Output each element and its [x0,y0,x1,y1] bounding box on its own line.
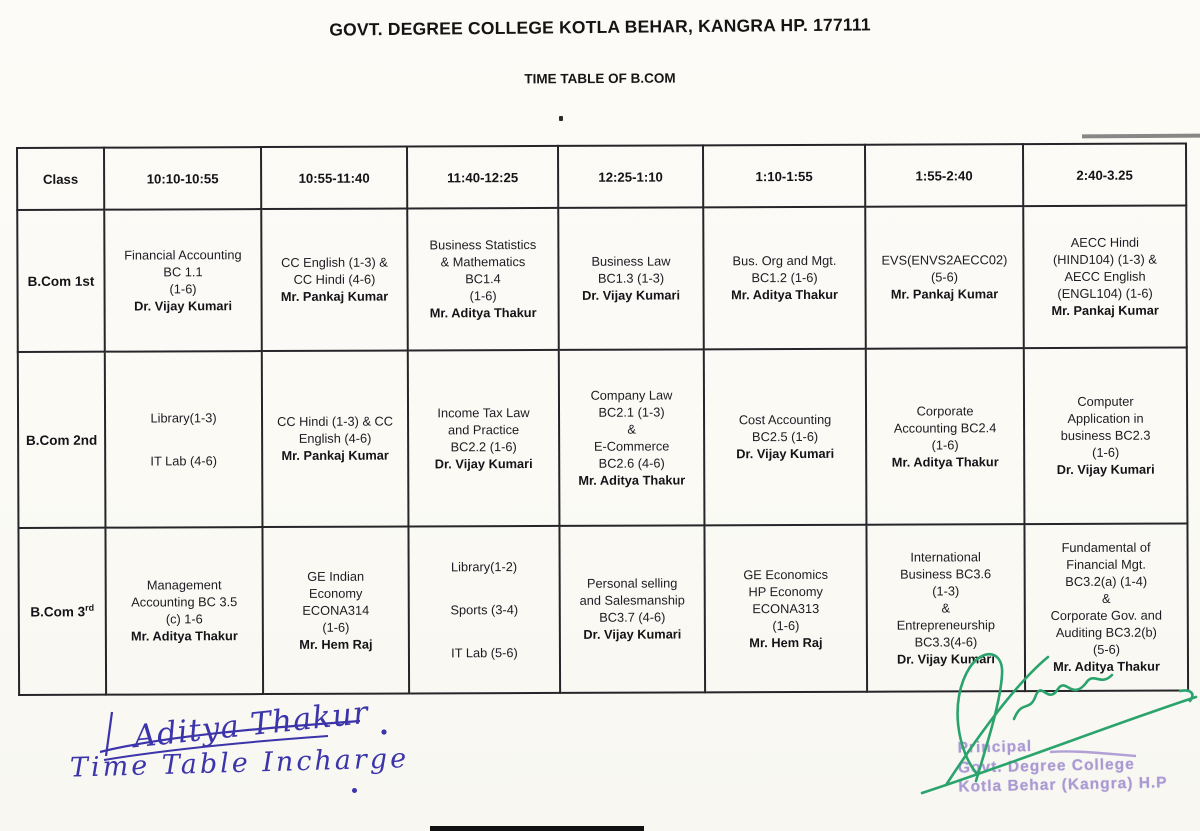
subject-line: AECC English [1064,269,1146,285]
subject-line: Company Law [590,387,673,403]
subject-line: Application in [1067,411,1144,427]
subject-line: Cost Accounting [738,412,832,428]
schedule-cell [558,207,704,350]
table-row [17,206,1187,352]
column-header-time: 10:55-11:40 [261,146,407,209]
subject-line: BC3.2(a) (1-4) [1065,574,1148,590]
subject-line: IT Lab (4-6) [150,453,218,469]
teacher-name: Mr. Pankaj Kumar [280,288,389,305]
subject-line: (HIND104) (1-3) & [1052,251,1157,268]
schedule-cell [261,208,408,351]
column-header-time: 1:10-1:55 [703,145,865,208]
teacher-name: Mr. Pankaj Kumar [890,286,999,303]
teacher-name: Mr. Aditya Thakur [731,287,839,303]
subject-line: & [941,600,951,616]
incharge-title: Time Table Incharge [69,743,410,784]
schedule-cell [407,208,559,351]
subject-line: (1-6) [1092,445,1120,461]
teacher-name: Dr. Vijay Kumari [736,446,835,462]
schedule-cell [703,207,866,350]
scan-artifact [430,826,644,831]
subject-line: (5-6) [930,269,959,285]
subject-line: EVS(ENVS2AECC02) [881,252,1008,269]
line-gap [110,426,257,453]
class-cell: B.Com 2nd [18,352,106,528]
column-header-time: 12:25-1:10 [558,145,703,208]
principal-signature [918,641,1200,805]
subject-line: International [910,549,981,565]
schedule-cell [104,209,262,352]
subject-line: Economy [309,585,363,601]
schedule-cell [105,527,263,695]
subject-line: IT Lab (5-6) [451,645,518,661]
subject-line: GE Economics [743,566,828,583]
subject-line: Computer [1077,394,1134,410]
subject-line: E-Commerce [593,438,670,454]
column-header-time: 1:55-2:40 [865,144,1023,207]
ink-dot [352,788,357,793]
teacher-name: Dr. Vijay Kumari [582,287,681,304]
subject-line: business BC2.3 [1060,428,1151,444]
stamp-line: Govt. Degree College [957,755,1135,777]
teacher-name: Mr. Aditya Thakur [578,472,686,488]
subject-line: BC2.2 (1-6) [450,438,517,455]
subject-line: Financial Accounting [124,246,242,263]
schedule-cell [704,525,867,693]
subject-line: (ENGL104) (1-6) [1057,286,1153,302]
column-header-class: Class [17,148,104,210]
column-header-time: 2:40-3.25 [1023,144,1186,207]
subject-line: Corporate Gov. and [1050,607,1163,624]
subject-line: (1-6) [931,437,959,453]
teacher-name: Mr. Hem Raj [749,634,823,651]
subject-line: BC1.2 (1-6) [751,270,818,286]
schedule-cell [105,351,263,528]
subject-line: Financial Mgt. [1066,556,1146,573]
subject-line: CC Hindi (4-6) [293,271,376,288]
subject-line: BC2.6 (4-6) [598,455,665,471]
subject-line: Business BC3.6 [900,566,992,582]
subject-line: (1-6) [322,619,350,635]
stamp-line: Kotla Behar (Kangra) H.P [958,774,1168,796]
subject-line: GE Indian [307,568,365,584]
subject-line: & [1101,591,1111,607]
subject-line: Sports (3-4) [450,602,519,618]
subject-line: BC3.3(4-6) [914,634,978,650]
teacher-name: Mr. Aditya Thakur [1053,659,1160,675]
subject-line: HP Economy [748,583,823,600]
subject-line: (5-6) [1092,642,1120,658]
scan-artifact [1082,134,1200,139]
timetable-body [17,206,1188,695]
signature-scribble [1014,675,1112,719]
schedule-cell [262,526,409,694]
teacher-name: Mr. Pankaj Kumar [281,447,389,464]
subject-line: ECONA314 [302,602,370,618]
schedule-cell [262,350,409,527]
signature-loop [958,654,1003,781]
header-row [17,144,1186,210]
teacher-name: Mr. Aditya Thakur [891,454,999,470]
subject-line: Income Tax Law [437,404,530,421]
schedule-cell [866,348,1025,525]
column-header-time: 10:10-10:55 [104,147,261,210]
subject-line: Management [146,577,222,593]
teacher-name: Dr. Vijay Kumari [1056,462,1155,478]
document-subtitle: TIME TABLE OF B.COM [524,70,676,87]
subject-line: CC Hindi (1-3) & CC [277,413,394,430]
teacher-name: Dr. Vijay Kumari [434,455,533,472]
subject-line: ECONA313 [752,600,820,617]
line-gap [414,618,555,645]
subject-line: & Mathematics [440,254,526,270]
subject-line: Entrepreneurship [896,617,995,633]
subject-line: BC2.5 (1-6) [752,429,819,445]
schedule-cell [704,349,867,526]
teacher-name: Mr. Aditya Thakur [429,305,537,321]
subject-line: CC English (1-3) & [281,254,388,271]
subject-line: (1-6) [772,617,800,633]
document-title: GOVT. DEGREE COLLEGE KOTLA BEHAR, KANGRA HP. 177111 [329,14,871,40]
schedule-cell [408,350,560,527]
subject-line: BC1.3 (1-3) [597,270,665,287]
schedule-cell [559,525,705,693]
subject-line: & [627,421,636,437]
timetable-wrapper [16,143,1189,696]
subject-line: (1-6) [169,281,197,297]
schedule-cell [559,349,705,526]
subject-line: AECC Hindi [1070,235,1140,251]
scan-speck [559,116,563,121]
subject-line: BC3.7 (4-6) [599,609,666,626]
subject-line: Business Statistics [429,237,537,253]
teacher-name: Mr. Aditya Thakur [130,628,238,644]
subject-line: BC2.1 (1-3) [598,404,665,420]
teacher-name: Mr. Pankaj Kumar [1051,303,1159,319]
class-cell: B.Com 3rd [18,528,106,695]
teacher-name: Mr. Hem Raj [299,636,373,652]
subject-line: (1-6) [469,288,497,304]
subject-line: (c) 1-6 [165,611,203,627]
ink-dot [381,729,386,734]
subject-line: and Practice [447,421,520,438]
subject-line: Accounting BC2.4 [893,420,997,436]
schedule-cell [1023,206,1187,349]
teacher-name: Dr. Vijay Kumari [583,626,682,643]
schedule-cell [865,206,1024,349]
subject-line: Fundamental of [1061,539,1151,556]
subject-line: Corporate [916,403,974,419]
subject-line: (1-3) [932,583,960,599]
signature-stroke [946,657,1048,785]
column-header-time: 11:40-12:25 [407,146,558,209]
table-row [18,348,1188,528]
stamp-line: Principal [957,738,1033,757]
timetable [16,143,1189,696]
incharge-signature-name: Aditya Thakur [131,694,371,756]
subject-line: Business Law [591,253,671,270]
class-cell: B.Com 1st [17,210,105,352]
subject-line: Accounting BC 3.5 [131,594,238,610]
subject-line: and Salesmanship [579,592,685,609]
line-gap [414,575,555,602]
subject-line: Bus. Org and Mgt. [732,253,837,269]
schedule-cell [1024,348,1188,525]
teacher-name: Dr. Vijay Kumari [134,298,233,314]
subject-line: English (4-6) [298,430,372,447]
subject-line: BC 1.1 [163,264,203,280]
subject-line: Auditing BC3.2(b) [1055,625,1157,641]
subject-line: Library(1-3) [150,410,217,426]
subject-line: Library(1-2) [451,559,518,575]
teacher-name: Dr. Vijay Kumari [896,651,995,667]
schedule-cell [408,526,560,694]
subject-line: Personal selling [586,575,678,592]
subject-line: BC1.4 [465,271,501,287]
